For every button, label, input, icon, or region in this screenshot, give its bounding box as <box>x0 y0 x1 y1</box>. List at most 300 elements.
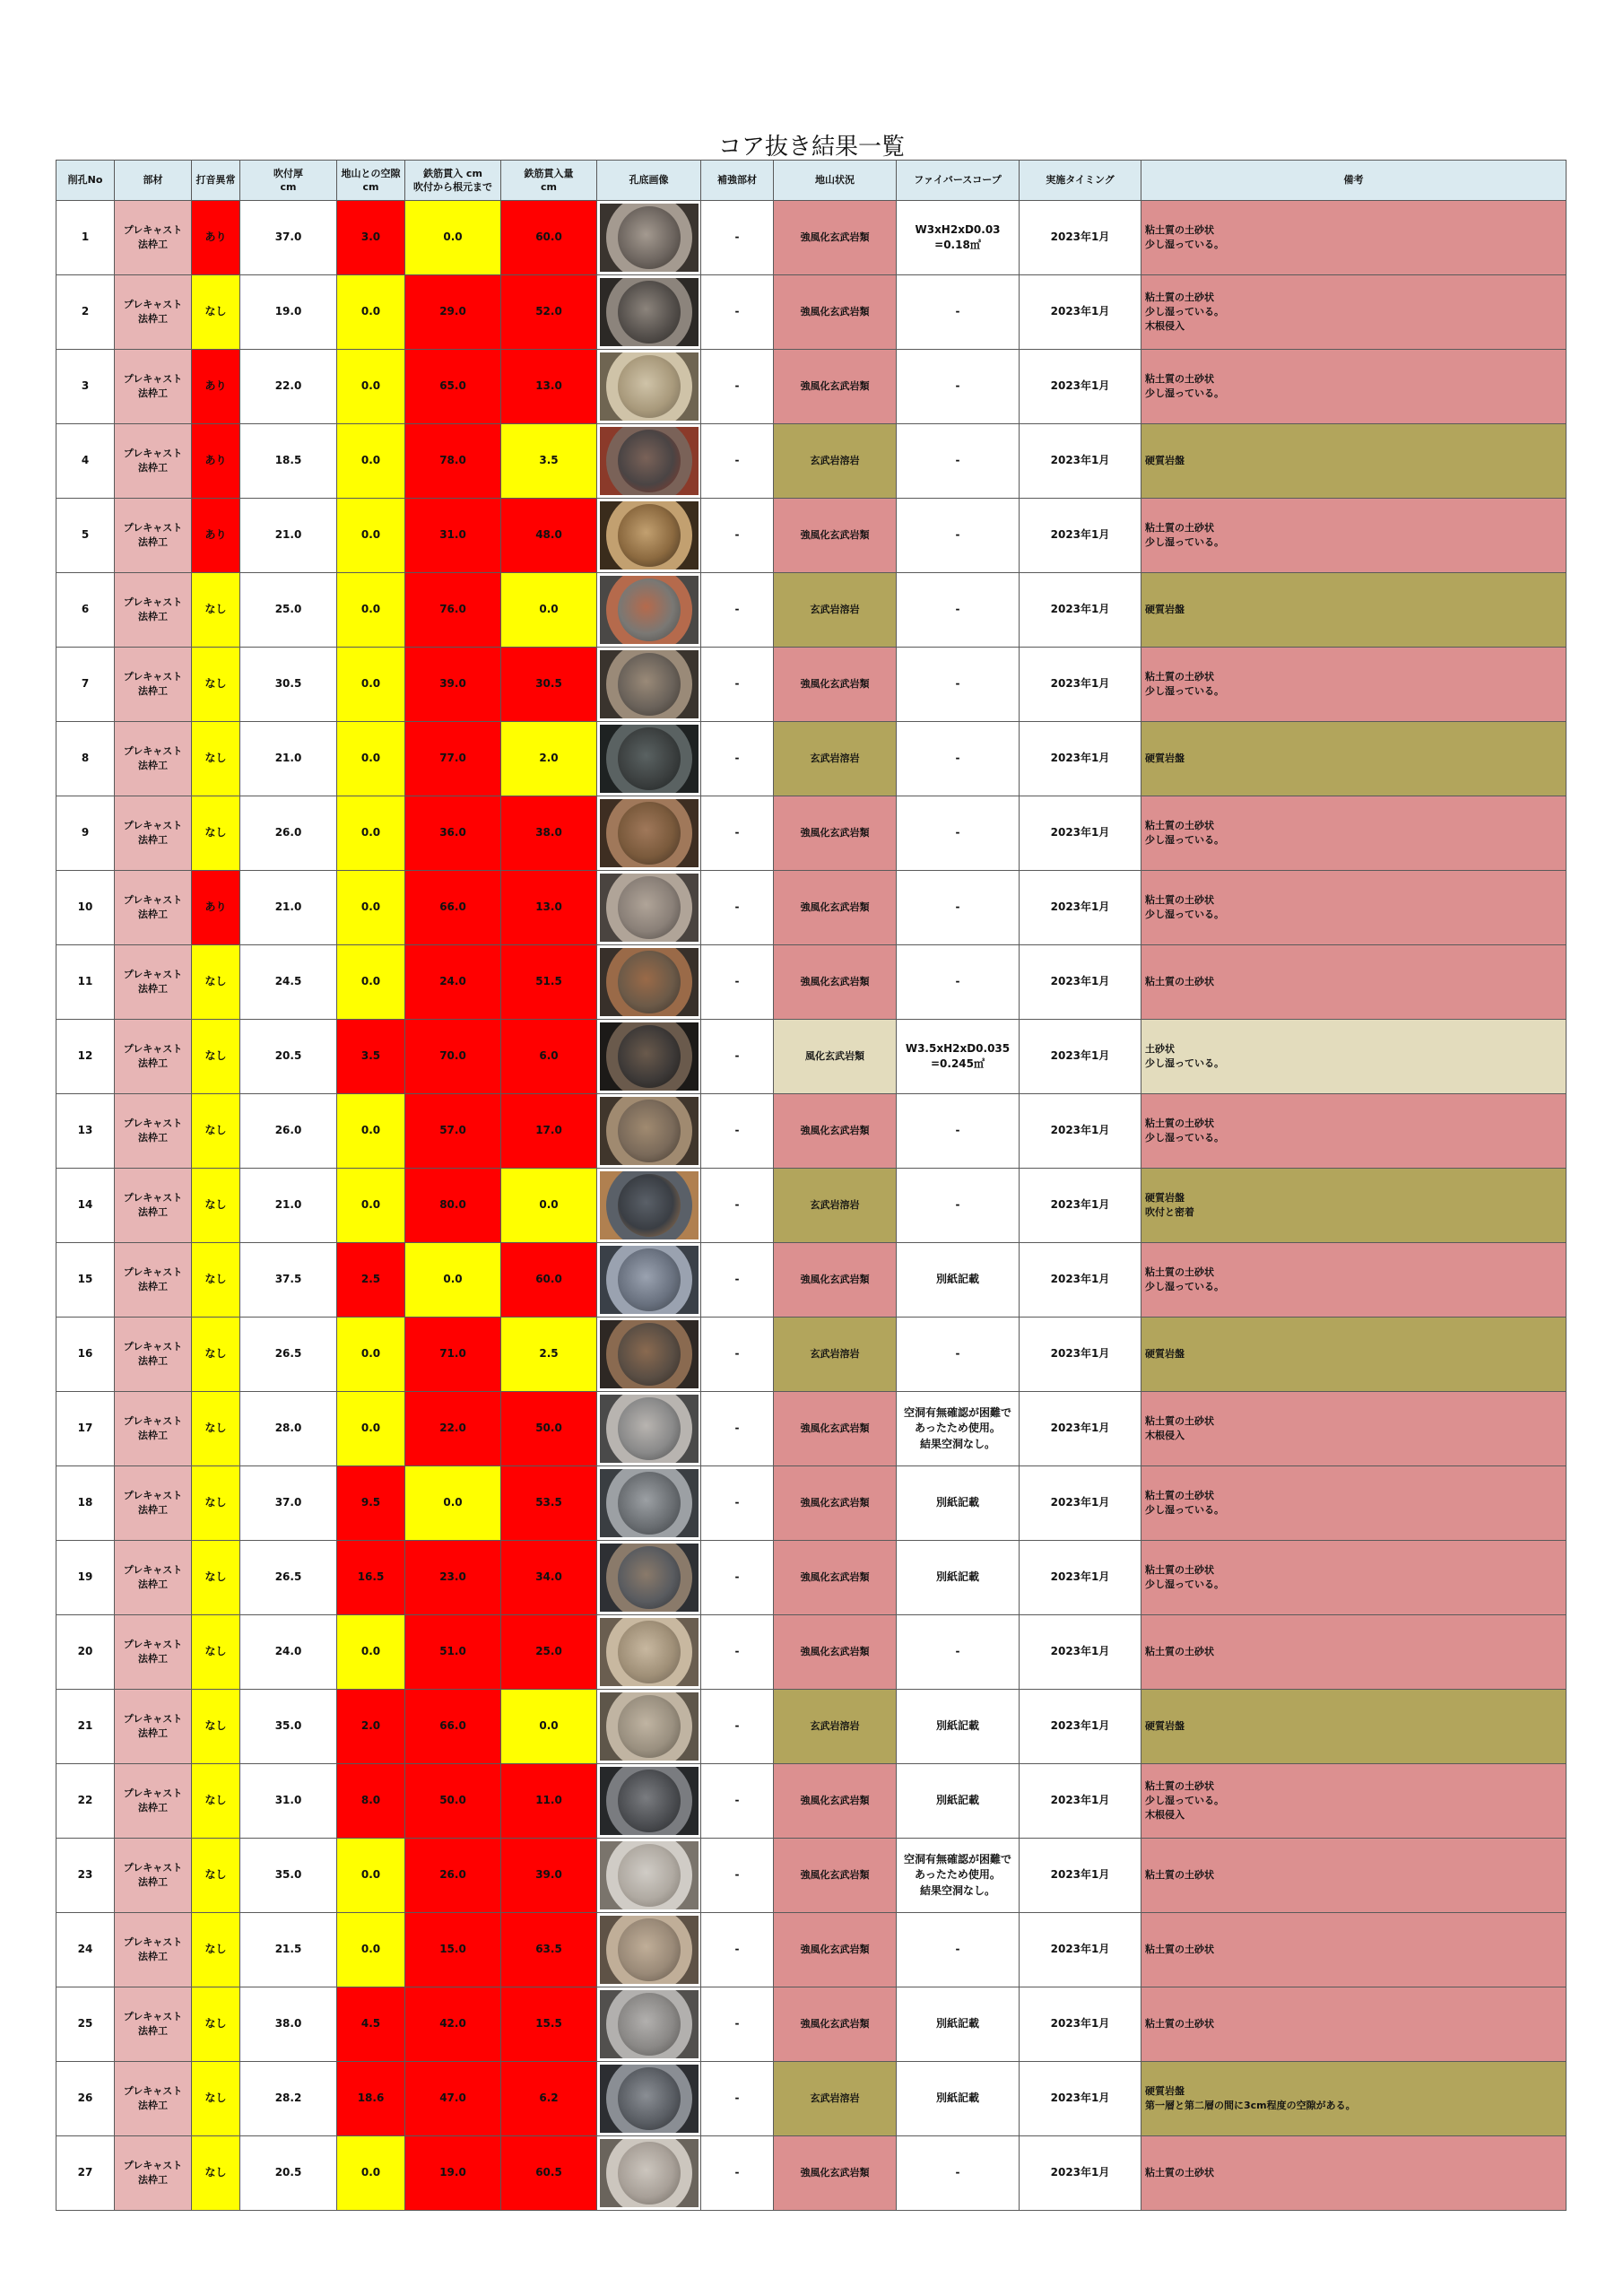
cell-gap: 0.0 <box>337 796 405 871</box>
cell-timing: 2023年1月 <box>1020 350 1141 424</box>
cell-hole-no: 26 <box>56 2062 115 2136</box>
cell-rebar-to-root: 29.0 <box>405 275 501 350</box>
cell-reinforcement: - <box>701 945 774 1020</box>
cell-spray-thickness: 37.0 <box>240 1466 337 1541</box>
cell-spray-thickness: 21.0 <box>240 722 337 796</box>
page-title: コア抜き結果一覧 <box>717 134 905 161</box>
cell-rebar-penetration: 6.0 <box>501 1020 597 1094</box>
cell-spray-thickness: 37.5 <box>240 1243 337 1318</box>
cell-gap: 0.0 <box>337 945 405 1020</box>
cell-ground-condition: 風化玄武岩類 <box>774 1020 897 1094</box>
cell-timing: 2023年1月 <box>1020 201 1141 275</box>
cell-sound-abnormal: なし <box>192 1466 240 1541</box>
core-photo <box>600 874 699 942</box>
header-bottom-image: 孔底画像 <box>597 161 701 201</box>
table-header-row <box>56 161 1567 201</box>
cell-fiberscope: - <box>897 722 1020 796</box>
cell-hole-no: 27 <box>56 2136 115 2211</box>
cell-member: プレキャスト 法枠工 <box>115 722 192 796</box>
cell-ground-condition: 強風化玄武岩類 <box>774 945 897 1020</box>
cell-timing: 2023年1月 <box>1020 1690 1141 1764</box>
core-photo <box>600 650 699 718</box>
cell-fiberscope: - <box>897 796 1020 871</box>
core-photo <box>600 1246 699 1314</box>
cell-hole-no: 14 <box>56 1169 115 1243</box>
cell-timing: 2023年1月 <box>1020 1541 1141 1615</box>
cell-hole-no: 25 <box>56 1987 115 2062</box>
cell-gap: 4.5 <box>337 1987 405 2062</box>
cell-hole-no: 16 <box>56 1318 115 1392</box>
cell-bottom-image <box>597 1541 701 1615</box>
cell-hole-no: 19 <box>56 1541 115 1615</box>
cell-rebar-penetration: 53.5 <box>501 1466 597 1541</box>
cell-remarks: 粘土質の土砂状 少し湿っている。 <box>1141 499 1567 573</box>
cell-remarks: 粘土質の土砂状 <box>1141 1839 1567 1913</box>
cell-remarks: 硬質岩盤 <box>1141 1318 1567 1392</box>
cell-hole-no: 23 <box>56 1839 115 1913</box>
table-row <box>56 871 1567 945</box>
cell-timing: 2023年1月 <box>1020 1318 1141 1392</box>
core-photo <box>600 1469 699 1537</box>
cell-gap: 0.0 <box>337 573 405 648</box>
cell-hole-no: 10 <box>56 871 115 945</box>
core-photo <box>600 2139 699 2207</box>
cell-reinforcement: - <box>701 499 774 573</box>
cell-hole-no: 1 <box>56 201 115 275</box>
cell-remarks: 粘土質の土砂状 <box>1141 1913 1567 1987</box>
cell-fiberscope: W3.5xH2xD0.035 =0.245㎥ <box>897 1020 1020 1094</box>
cell-bottom-image <box>597 499 701 573</box>
cell-timing: 2023年1月 <box>1020 871 1141 945</box>
core-photo <box>600 278 699 346</box>
cell-remarks: 粘土質の土砂状 少し湿っている。 <box>1141 1541 1567 1615</box>
cell-reinforcement: - <box>701 1987 774 2062</box>
cell-spray-thickness: 20.5 <box>240 1020 337 1094</box>
cell-rebar-to-root: 78.0 <box>405 424 501 499</box>
cell-rebar-to-root: 77.0 <box>405 722 501 796</box>
cell-rebar-to-root: 22.0 <box>405 1392 501 1466</box>
cell-sound-abnormal: なし <box>192 1615 240 1690</box>
cell-rebar-penetration: 39.0 <box>501 1839 597 1913</box>
cell-rebar-penetration: 13.0 <box>501 871 597 945</box>
cell-gap: 0.0 <box>337 871 405 945</box>
cell-fiberscope: - <box>897 1169 1020 1243</box>
table-row <box>56 275 1567 350</box>
cell-member: プレキャスト 法枠工 <box>115 573 192 648</box>
cell-spray-thickness: 28.2 <box>240 2062 337 2136</box>
cell-ground-condition: 強風化玄武岩類 <box>774 275 897 350</box>
header-reinforcement: 補強部材 <box>701 161 774 201</box>
cell-remarks: 粘土質の土砂状 木根侵入 <box>1141 1392 1567 1466</box>
cell-remarks: 粘土質の土砂状 少し湿っている。 <box>1141 201 1567 275</box>
cell-reinforcement: - <box>701 201 774 275</box>
cell-ground-condition: 強風化玄武岩類 <box>774 1392 897 1466</box>
cell-gap: 0.0 <box>337 499 405 573</box>
core-photo <box>600 1618 699 1686</box>
cell-hole-no: 18 <box>56 1466 115 1541</box>
cell-spray-thickness: 31.0 <box>240 1764 337 1839</box>
cell-reinforcement: - <box>701 871 774 945</box>
header-fiberscope: ファイバースコープ <box>897 161 1020 201</box>
core-photo <box>600 799 699 867</box>
table-row <box>56 1466 1567 1541</box>
core-photo <box>600 1544 699 1612</box>
cell-timing: 2023年1月 <box>1020 499 1141 573</box>
cell-fiberscope: 別紙記載 <box>897 2062 1020 2136</box>
cell-rebar-to-root: 51.0 <box>405 1615 501 1690</box>
header-hole-no: 削孔No <box>56 161 115 201</box>
cell-member: プレキャスト 法枠工 <box>115 1541 192 1615</box>
cell-sound-abnormal: なし <box>192 1987 240 2062</box>
cell-rebar-to-root: 36.0 <box>405 796 501 871</box>
cell-gap: 9.5 <box>337 1466 405 1541</box>
cell-fiberscope: - <box>897 1094 1020 1169</box>
cell-fiberscope: 空洞有無確認が困難で あったため使用。 結果空洞なし。 <box>897 1839 1020 1913</box>
cell-spray-thickness: 21.5 <box>240 1913 337 1987</box>
cell-gap: 0.0 <box>337 1839 405 1913</box>
cell-gap: 0.0 <box>337 350 405 424</box>
core-photo <box>600 204 699 272</box>
cell-member: プレキャスト 法枠工 <box>115 1169 192 1243</box>
cell-bottom-image <box>597 2136 701 2211</box>
cell-sound-abnormal: なし <box>192 1913 240 1987</box>
cell-reinforcement: - <box>701 573 774 648</box>
cell-rebar-penetration: 63.5 <box>501 1913 597 1987</box>
core-photo <box>600 1395 699 1463</box>
cell-ground-condition: 強風化玄武岩類 <box>774 1615 897 1690</box>
cell-rebar-penetration: 50.0 <box>501 1392 597 1466</box>
cell-rebar-to-root: 50.0 <box>405 1764 501 1839</box>
header-timing: 実施タイミング <box>1020 161 1141 201</box>
cell-timing: 2023年1月 <box>1020 1094 1141 1169</box>
cell-remarks: 粘土質の土砂状 少し湿っている。 木根侵入 <box>1141 1764 1567 1839</box>
cell-hole-no: 22 <box>56 1764 115 1839</box>
cell-timing: 2023年1月 <box>1020 2062 1141 2136</box>
cell-ground-condition: 玄武岩溶岩 <box>774 573 897 648</box>
cell-reinforcement: - <box>701 2136 774 2211</box>
cell-sound-abnormal: なし <box>192 1318 240 1392</box>
header-gap: 地山との空隙 cm <box>337 161 405 201</box>
cell-sound-abnormal: あり <box>192 871 240 945</box>
cell-fiberscope: - <box>897 871 1020 945</box>
cell-timing: 2023年1月 <box>1020 573 1141 648</box>
cell-timing: 2023年1月 <box>1020 1615 1141 1690</box>
cell-bottom-image <box>597 573 701 648</box>
cell-rebar-to-root: 76.0 <box>405 573 501 648</box>
cell-sound-abnormal: なし <box>192 1169 240 1243</box>
table-row <box>56 1243 1567 1318</box>
cell-timing: 2023年1月 <box>1020 722 1141 796</box>
cell-reinforcement: - <box>701 1094 774 1169</box>
cell-fiberscope: 別紙記載 <box>897 1690 1020 1764</box>
cell-ground-condition: 強風化玄武岩類 <box>774 499 897 573</box>
cell-remarks: 硬質岩盤 <box>1141 573 1567 648</box>
cell-rebar-penetration: 15.5 <box>501 1987 597 2062</box>
cell-spray-thickness: 37.0 <box>240 201 337 275</box>
cell-ground-condition: 強風化玄武岩類 <box>774 871 897 945</box>
cell-bottom-image <box>597 1690 701 1764</box>
cell-member: プレキャスト 法枠工 <box>115 1318 192 1392</box>
cell-rebar-to-root: 42.0 <box>405 1987 501 2062</box>
header-ground-condition: 地山状況 <box>774 161 897 201</box>
cell-remarks: 硬質岩盤 吹付と密着 <box>1141 1169 1567 1243</box>
cell-reinforcement: - <box>701 1541 774 1615</box>
cell-rebar-penetration: 60.0 <box>501 1243 597 1318</box>
cell-gap: 16.5 <box>337 1541 405 1615</box>
core-photo <box>600 1692 699 1761</box>
cell-gap: 2.0 <box>337 1690 405 1764</box>
table-row <box>56 945 1567 1020</box>
cell-gap: 0.0 <box>337 1318 405 1392</box>
cell-sound-abnormal: なし <box>192 1839 240 1913</box>
core-results-table <box>56 160 1567 2211</box>
cell-sound-abnormal: あり <box>192 201 240 275</box>
cell-spray-thickness: 21.0 <box>240 499 337 573</box>
cell-remarks: 粘土質の土砂状 <box>1141 2136 1567 2211</box>
header-rebar-to-root: 鉄筋貫入 cm 吹付から根元まで <box>405 161 501 201</box>
cell-remarks: 土砂状 少し湿っている。 <box>1141 1020 1567 1094</box>
cell-bottom-image <box>597 1392 701 1466</box>
cell-reinforcement: - <box>701 1243 774 1318</box>
cell-remarks: 粘土質の土砂状 <box>1141 1615 1567 1690</box>
cell-spray-thickness: 25.0 <box>240 573 337 648</box>
table-row <box>56 1541 1567 1615</box>
cell-rebar-to-root: 66.0 <box>405 871 501 945</box>
cell-reinforcement: - <box>701 1169 774 1243</box>
cell-member: プレキャスト 法枠工 <box>115 796 192 871</box>
core-photo <box>600 576 699 644</box>
cell-ground-condition: 強風化玄武岩類 <box>774 2136 897 2211</box>
cell-hole-no: 7 <box>56 648 115 722</box>
cell-spray-thickness: 22.0 <box>240 350 337 424</box>
cell-sound-abnormal: なし <box>192 648 240 722</box>
core-photo <box>600 725 699 793</box>
table-row <box>56 1392 1567 1466</box>
cell-member: プレキャスト 法枠工 <box>115 871 192 945</box>
cell-reinforcement: - <box>701 1764 774 1839</box>
cell-timing: 2023年1月 <box>1020 424 1141 499</box>
cell-fiberscope: - <box>897 648 1020 722</box>
cell-sound-abnormal: なし <box>192 2136 240 2211</box>
cell-ground-condition: 強風化玄武岩類 <box>774 1243 897 1318</box>
cell-rebar-to-root: 65.0 <box>405 350 501 424</box>
cell-sound-abnormal: なし <box>192 1690 240 1764</box>
cell-rebar-to-root: 26.0 <box>405 1839 501 1913</box>
cell-fiberscope: 別紙記載 <box>897 1466 1020 1541</box>
core-photo <box>600 501 699 570</box>
core-photo <box>600 1916 699 1984</box>
cell-spray-thickness: 35.0 <box>240 1690 337 1764</box>
cell-rebar-to-root: 70.0 <box>405 1020 501 1094</box>
table-row <box>56 2136 1567 2211</box>
cell-timing: 2023年1月 <box>1020 275 1141 350</box>
cell-remarks: 硬質岩盤 <box>1141 424 1567 499</box>
cell-timing: 2023年1月 <box>1020 1466 1141 1541</box>
cell-member: プレキャスト 法枠工 <box>115 1020 192 1094</box>
cell-spray-thickness: 18.5 <box>240 424 337 499</box>
table-row <box>56 350 1567 424</box>
cell-ground-condition: 強風化玄武岩類 <box>774 1987 897 2062</box>
cell-ground-condition: 強風化玄武岩類 <box>774 1094 897 1169</box>
cell-remarks: 粘土質の土砂状 少し湿っている。 <box>1141 796 1567 871</box>
cell-fiberscope: - <box>897 1913 1020 1987</box>
cell-ground-condition: 玄武岩溶岩 <box>774 1169 897 1243</box>
cell-rebar-penetration: 0.0 <box>501 1690 597 1764</box>
cell-remarks: 硬質岩盤 <box>1141 1690 1567 1764</box>
table-row <box>56 1913 1567 1987</box>
table-row <box>56 722 1567 796</box>
cell-sound-abnormal: あり <box>192 424 240 499</box>
cell-fiberscope: W3xH2xD0.03 =0.18㎥ <box>897 201 1020 275</box>
cell-remarks: 粘土質の土砂状 少し湿っている。 <box>1141 648 1567 722</box>
cell-hole-no: 2 <box>56 275 115 350</box>
cell-spray-thickness: 21.0 <box>240 871 337 945</box>
table-row <box>56 424 1567 499</box>
cell-rebar-penetration: 3.5 <box>501 424 597 499</box>
cell-ground-condition: 強風化玄武岩類 <box>774 201 897 275</box>
cell-remarks: 硬質岩盤 <box>1141 722 1567 796</box>
cell-spray-thickness: 24.5 <box>240 945 337 1020</box>
cell-member: プレキャスト 法枠工 <box>115 1243 192 1318</box>
cell-rebar-penetration: 51.5 <box>501 945 597 1020</box>
cell-bottom-image <box>597 1169 701 1243</box>
cell-reinforcement: - <box>701 1690 774 1764</box>
cell-gap: 3.0 <box>337 201 405 275</box>
cell-ground-condition: 強風化玄武岩類 <box>774 1541 897 1615</box>
header-remarks: 備考 <box>1141 161 1567 201</box>
cell-fiberscope: - <box>897 2136 1020 2211</box>
core-photo <box>600 948 699 1016</box>
cell-sound-abnormal: なし <box>192 1764 240 1839</box>
cell-bottom-image <box>597 796 701 871</box>
cell-member: プレキャスト 法枠工 <box>115 1987 192 2062</box>
cell-remarks: 粘土質の土砂状 少し湿っている。 <box>1141 1243 1567 1318</box>
cell-sound-abnormal: なし <box>192 1094 240 1169</box>
cell-gap: 3.5 <box>337 1020 405 1094</box>
cell-fiberscope: 別紙記載 <box>897 1764 1020 1839</box>
cell-bottom-image <box>597 2062 701 2136</box>
core-photo <box>600 427 699 495</box>
cell-hole-no: 13 <box>56 1094 115 1169</box>
core-photo <box>600 1990 699 2058</box>
cell-gap: 0.0 <box>337 648 405 722</box>
cell-fiberscope: - <box>897 945 1020 1020</box>
cell-gap: 0.0 <box>337 1615 405 1690</box>
cell-spray-thickness: 26.5 <box>240 1541 337 1615</box>
cell-remarks: 粘土質の土砂状 少し湿っている。 木根侵入 <box>1141 275 1567 350</box>
core-photo <box>600 1097 699 1165</box>
cell-bottom-image <box>597 275 701 350</box>
table-row <box>56 573 1567 648</box>
cell-gap: 0.0 <box>337 1094 405 1169</box>
cell-timing: 2023年1月 <box>1020 1839 1141 1913</box>
cell-ground-condition: 強風化玄武岩類 <box>774 648 897 722</box>
cell-member: プレキャスト 法枠工 <box>115 648 192 722</box>
cell-rebar-penetration: 48.0 <box>501 499 597 573</box>
cell-bottom-image <box>597 1615 701 1690</box>
cell-spray-thickness: 35.0 <box>240 1839 337 1913</box>
cell-rebar-to-root: 19.0 <box>405 2136 501 2211</box>
cell-bottom-image <box>597 350 701 424</box>
cell-rebar-to-root: 47.0 <box>405 2062 501 2136</box>
cell-rebar-to-root: 57.0 <box>405 1094 501 1169</box>
header-member: 部材 <box>115 161 192 201</box>
cell-reinforcement: - <box>701 648 774 722</box>
cell-member: プレキャスト 法枠工 <box>115 1615 192 1690</box>
cell-ground-condition: 強風化玄武岩類 <box>774 1466 897 1541</box>
core-photo <box>600 1841 699 1909</box>
cell-gap: 18.6 <box>337 2062 405 2136</box>
cell-gap: 0.0 <box>337 275 405 350</box>
cell-remarks: 粘土質の土砂状 少し湿っている。 <box>1141 871 1567 945</box>
cell-rebar-penetration: 13.0 <box>501 350 597 424</box>
cell-member: プレキャスト 法枠工 <box>115 1764 192 1839</box>
cell-spray-thickness: 38.0 <box>240 1987 337 2062</box>
cell-bottom-image <box>597 1094 701 1169</box>
cell-rebar-to-root: 0.0 <box>405 1466 501 1541</box>
cell-reinforcement: - <box>701 1615 774 1690</box>
cell-ground-condition: 強風化玄武岩類 <box>774 1764 897 1839</box>
table-row <box>56 1169 1567 1243</box>
cell-reinforcement: - <box>701 722 774 796</box>
cell-fiberscope: - <box>897 499 1020 573</box>
cell-bottom-image <box>597 945 701 1020</box>
core-photo <box>600 1022 699 1091</box>
core-photo <box>600 1767 699 1835</box>
cell-spray-thickness: 26.5 <box>240 1318 337 1392</box>
cell-timing: 2023年1月 <box>1020 1764 1141 1839</box>
cell-bottom-image <box>597 1913 701 1987</box>
cell-spray-thickness: 26.0 <box>240 1094 337 1169</box>
cell-timing: 2023年1月 <box>1020 648 1141 722</box>
cell-hole-no: 8 <box>56 722 115 796</box>
cell-spray-thickness: 24.0 <box>240 1615 337 1690</box>
cell-fiberscope: - <box>897 573 1020 648</box>
cell-sound-abnormal: なし <box>192 1243 240 1318</box>
header-spray-thickness: 吹付厚 cm <box>240 161 337 201</box>
cell-timing: 2023年1月 <box>1020 1987 1141 2062</box>
cell-rebar-penetration: 2.5 <box>501 1318 597 1392</box>
cell-hole-no: 20 <box>56 1615 115 1690</box>
table-row <box>56 2062 1567 2136</box>
cell-rebar-penetration: 34.0 <box>501 1541 597 1615</box>
cell-rebar-to-root: 39.0 <box>405 648 501 722</box>
cell-remarks: 粘土質の土砂状 少し湿っている。 <box>1141 350 1567 424</box>
cell-remarks: 硬質岩盤 第一層と第二層の間に3cm程度の空隙がある。 <box>1141 2062 1567 2136</box>
cell-timing: 2023年1月 <box>1020 1243 1141 1318</box>
cell-timing: 2023年1月 <box>1020 1913 1141 1987</box>
cell-fiberscope: - <box>897 350 1020 424</box>
cell-spray-thickness: 28.0 <box>240 1392 337 1466</box>
header-sound-abnormal: 打音異常 <box>192 161 240 201</box>
cell-sound-abnormal: あり <box>192 350 240 424</box>
cell-spray-thickness: 19.0 <box>240 275 337 350</box>
cell-rebar-to-root: 0.0 <box>405 1243 501 1318</box>
cell-sound-abnormal: なし <box>192 945 240 1020</box>
cell-hole-no: 21 <box>56 1690 115 1764</box>
cell-timing: 2023年1月 <box>1020 2136 1141 2211</box>
cell-sound-abnormal: なし <box>192 1541 240 1615</box>
cell-sound-abnormal: なし <box>192 722 240 796</box>
cell-reinforcement: - <box>701 1392 774 1466</box>
cell-hole-no: 15 <box>56 1243 115 1318</box>
cell-spray-thickness: 20.5 <box>240 2136 337 2211</box>
cell-reinforcement: - <box>701 1020 774 1094</box>
cell-hole-no: 9 <box>56 796 115 871</box>
table-row <box>56 201 1567 275</box>
cell-hole-no: 24 <box>56 1913 115 1987</box>
cell-fiberscope: - <box>897 1615 1020 1690</box>
